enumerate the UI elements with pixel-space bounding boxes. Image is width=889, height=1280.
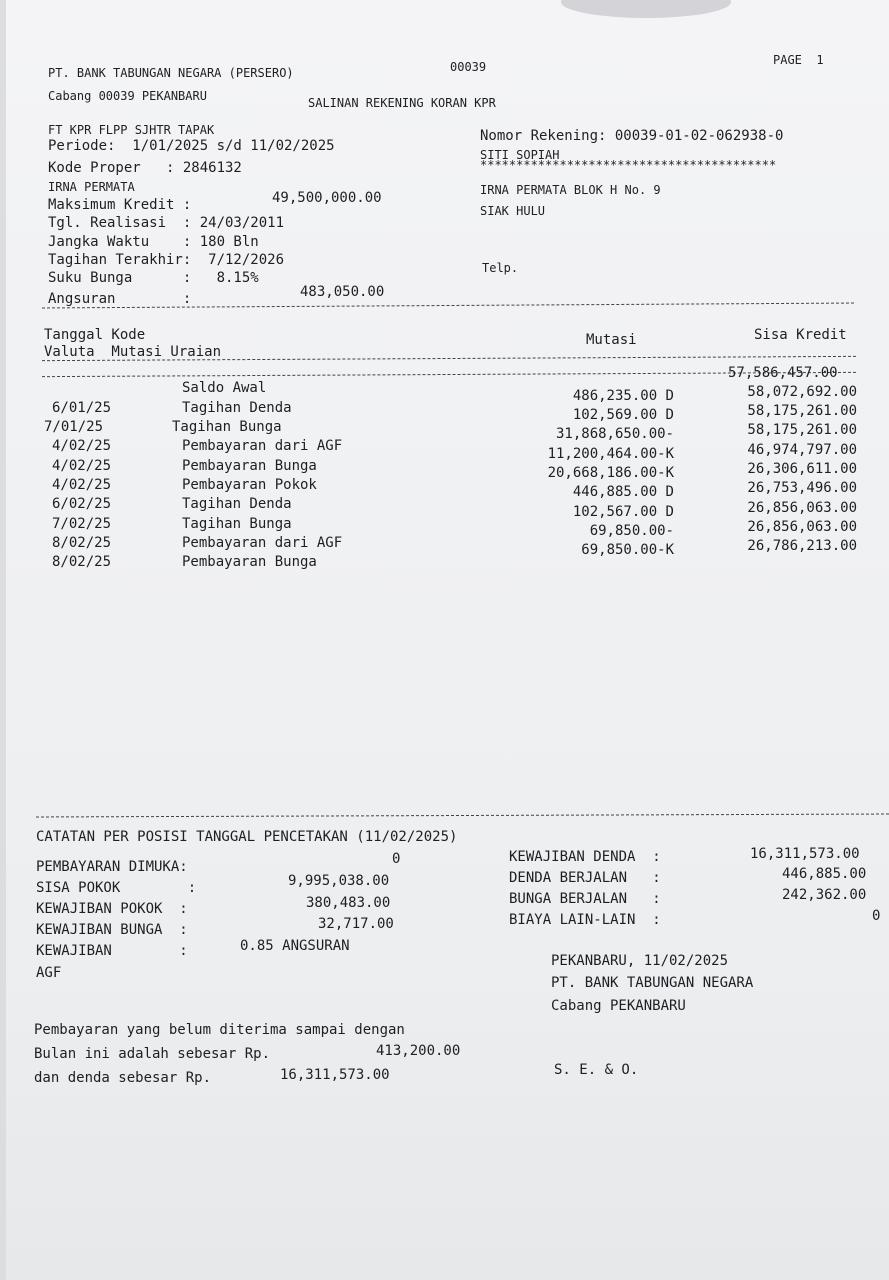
row-description: Tagihan Denda <box>182 496 292 512</box>
angsuran-value: 483,050.00 <box>300 284 385 300</box>
period: Periode: 1/01/2025 s/d 11/02/2025 <box>48 138 335 154</box>
row-date: 6/02/25 <box>52 496 112 512</box>
row-mutasi: 31,868,650.00- <box>555 426 674 442</box>
row-date: 7/01/25 <box>44 419 104 435</box>
col-sisa-kredit: Sisa Kredit <box>754 327 847 343</box>
maks-kredit-label: Maksimum Kredit : <box>48 197 192 213</box>
place-date: PEKANBARU, 11/02/2025 <box>551 953 729 969</box>
row-sisa-kredit: 26,856,063.00 <box>747 519 857 535</box>
account-holder: SITI SOPIAH <box>480 148 560 162</box>
address-line-1: IRNA PERMATA BLOK H No. 9 <box>480 183 661 197</box>
row-mutasi: 446,885.00 D <box>572 484 674 500</box>
row-description: Tagihan Bunga <box>172 419 282 435</box>
note-line-3-label: dan denda sebesar Rp. <box>34 1070 212 1086</box>
row-description: Tagihan Bunga <box>182 516 292 532</box>
developer-name: IRNA PERMATA <box>48 180 135 194</box>
row-description: Tagihan Denda <box>182 400 292 416</box>
kode-proper: Kode Proper : 2846132 <box>48 160 242 176</box>
seo-note: S. E. & O. <box>554 1062 639 1078</box>
star-separator: ***************************************** <box>480 158 777 172</box>
row-date: 4/02/25 <box>52 438 112 454</box>
angsuran-label: Angsuran : <box>48 291 192 307</box>
row-description: Pembayaran dari AGF <box>182 438 343 454</box>
row-mutasi: 11,200,464.00-K <box>547 446 674 462</box>
note-line-2-label: Bulan ini adalah sebesar Rp. <box>34 1046 271 1062</box>
nomor-rekening: Nomor Rekening: 00039-01-02-062938-0 <box>480 128 784 144</box>
col-mutasi: Mutasi <box>586 332 637 348</box>
biaya-lain-label: BIAYA LAIN-LAIN : <box>509 912 661 928</box>
row-date: 6/01/25 <box>52 400 112 416</box>
bunga-berjalan-label: BUNGA BERJALAN : <box>509 891 661 907</box>
kewajiban-pokok-label: KEWAJIBAN POKOK : <box>36 901 188 917</box>
bunga-berjalan-value: 242,362.00 <box>782 887 867 903</box>
footer-branch: Cabang PEKANBARU <box>551 998 686 1014</box>
row-sisa-kredit: 26,306,611.00 <box>747 461 857 477</box>
row-mutasi: 102,567.00 D <box>572 504 674 520</box>
tagihan-terakhir: Tagihan Terakhir: 7/12/2026 <box>48 252 285 268</box>
row-mutasi: 486,235.00 D <box>572 388 674 404</box>
summary-title: CATATAN PER POSISI TANGGAL PENCETAKAN (11/02/2025) <box>36 829 458 845</box>
row-description: Pembayaran Bunga <box>182 554 317 570</box>
row-sisa-kredit: 26,753,496.00 <box>747 480 857 496</box>
branch-code: 00039 <box>450 60 487 74</box>
row-mutasi: 69,850.00-K <box>581 542 674 558</box>
row-date: 4/02/25 <box>52 477 112 493</box>
jangka-waktu: Jangka Waktu : 180 Bln <box>48 234 259 250</box>
note-line-3-value: 16,311,573.00 <box>280 1067 390 1083</box>
row-description: Pembayaran Bunga <box>182 458 317 474</box>
denda-berjalan-label: DENDA BERJALAN : <box>509 870 661 886</box>
row-description: Pembayaran dari AGF <box>182 535 343 551</box>
row-date: 8/02/25 <box>52 535 112 551</box>
kewajiban-bunga-label: KEWAJIBAN BUNGA : <box>36 922 188 938</box>
kewajiban-denda-value: 16,311,573.00 <box>750 846 860 862</box>
agf-label: AGF <box>36 965 62 981</box>
row-sisa-kredit: 58,175,261.00 <box>747 403 857 419</box>
footer-bank: PT. BANK TABUNGAN NEGARA <box>551 975 754 991</box>
branch-name: Cabang 00039 PEKANBARU <box>48 89 207 103</box>
row-description: Pembayaran Pokok <box>182 477 317 493</box>
tgl-realisasi: Tgl. Realisasi : 24/03/2011 <box>48 215 285 231</box>
telp-label: Telp. <box>482 261 519 275</box>
row-sisa-kredit: 58,072,692.00 <box>747 384 857 400</box>
row-date: 8/02/25 <box>52 554 112 570</box>
row-date: 7/02/25 <box>52 516 112 532</box>
product-name: FT KPR FLPP SJHTR TAPAK <box>48 123 215 137</box>
biaya-lain-value: 0 <box>872 908 881 924</box>
col-valuta-uraian: Valuta Mutasi Uraian <box>44 344 222 360</box>
row-sisa-kredit: 46,974,797.00 <box>747 442 857 458</box>
maks-kredit-value: 49,500,000.00 <box>272 190 382 206</box>
pembayaran-dimuka-label: PEMBAYARAN DIMUKA: <box>36 859 188 875</box>
saldo-awal-label: Saldo Awal <box>182 380 267 396</box>
sisa-pokok-label: SISA POKOK : <box>36 880 197 896</box>
col-tanggal-kode: Tanggal Kode <box>44 327 146 343</box>
kewajiban-value: 0.85 ANGSURAN <box>240 938 350 954</box>
sisa-pokok-value: 9,995,038.00 <box>288 873 390 889</box>
page-number: PAGE 1 <box>773 53 824 67</box>
denda-berjalan-value: 446,885.00 <box>782 866 867 882</box>
row-sisa-kredit: 58,175,261.00 <box>747 422 857 438</box>
kewajiban-pokok-value: 380,483.00 <box>306 895 391 911</box>
saldo-awal-value: 57,586,457.00 <box>728 365 838 381</box>
address-line-2: SIAK HULU <box>480 204 546 218</box>
row-sisa-kredit: 26,786,213.00 <box>747 538 857 554</box>
row-sisa-kredit: 26,856,063.00 <box>747 500 857 516</box>
row-mutasi: 102,569.00 D <box>572 407 674 423</box>
kewajiban-bunga-value: 32,717.00 <box>318 916 394 932</box>
kewajiban-label: KEWAJIBAN : <box>36 943 188 959</box>
document-title: SALINAN REKENING KORAN KPR <box>308 96 496 110</box>
suku-bunga: Suku Bunga : 8.15% <box>48 270 259 286</box>
row-mutasi: 69,850.00- <box>589 523 674 539</box>
statement-paper <box>6 0 889 1280</box>
note-line-2-value: 413,200.00 <box>376 1043 461 1059</box>
pembayaran-dimuka-value: 0 <box>392 851 401 867</box>
kewajiban-denda-label: KEWAJIBAN DENDA : <box>509 849 661 865</box>
note-line-1: Pembayaran yang belum diterima sampai dengan <box>34 1022 405 1038</box>
bank-name: PT. BANK TABUNGAN NEGARA (PERSERO) <box>48 66 294 80</box>
row-mutasi: 20,668,186.00-K <box>547 465 674 481</box>
paper-shadow <box>561 0 731 18</box>
row-date: 4/02/25 <box>52 458 112 474</box>
summary-divider <box>36 814 889 818</box>
